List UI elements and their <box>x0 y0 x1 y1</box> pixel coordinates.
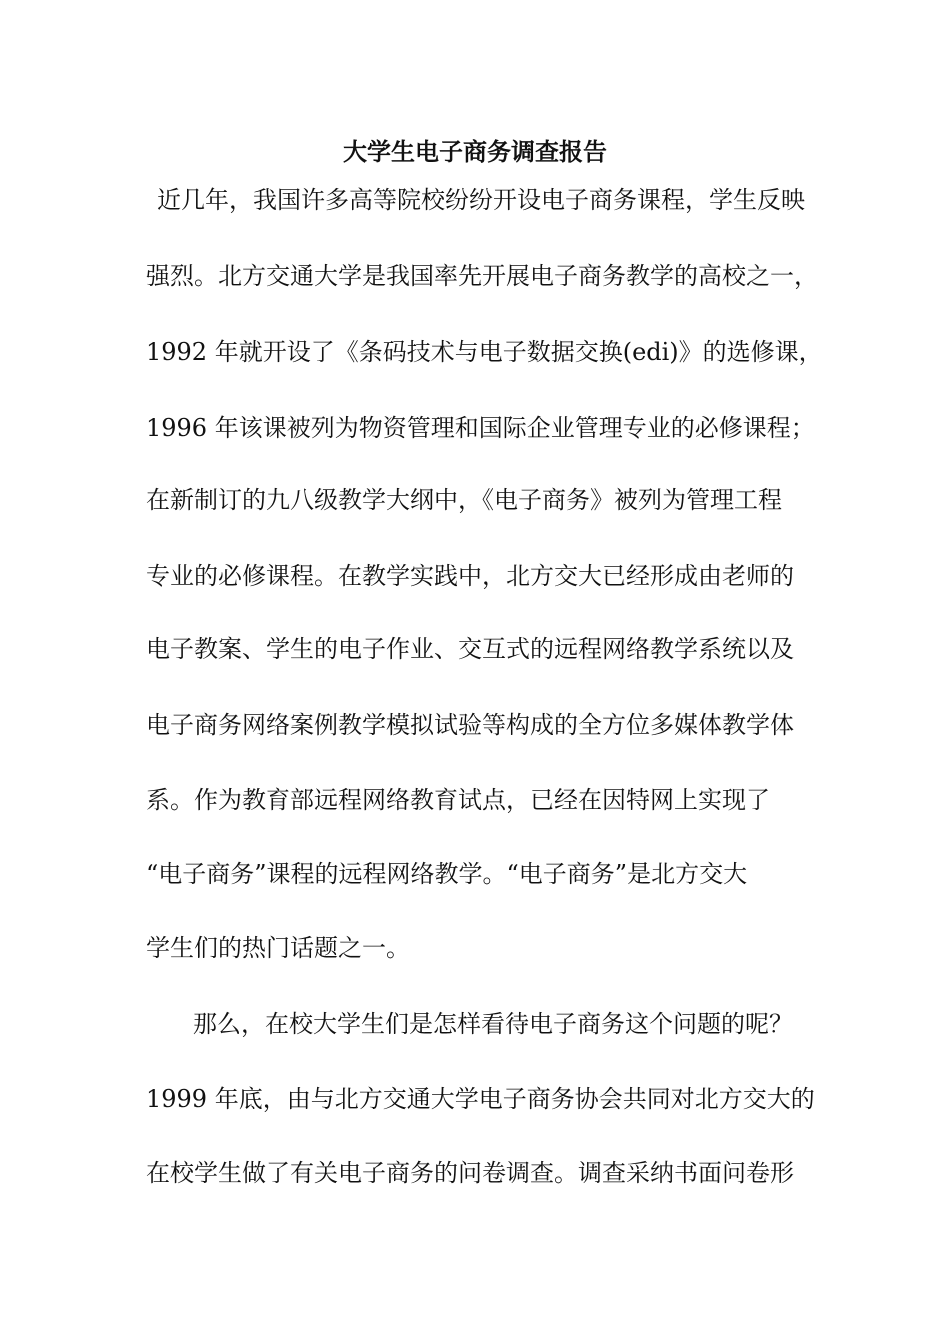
paragraph-line: 1992 年就开设了《条码技术与电子数据交换(edi)》的选修课， <box>146 338 823 366</box>
paragraph-line: 学生们的热门话题之一。 <box>146 934 410 962</box>
paragraph-line: 强烈。北方交通大学是我国率先开展电子商务教学的高校之一， <box>146 262 818 290</box>
paragraph-line: 在校学生做了有关电子商务的问卷调查。调查采纳书面问卷形 <box>146 1159 794 1187</box>
paragraph-line: 1999 年底，由与北方交通大学电子商务协会共同对北方交大的 <box>146 1085 815 1113</box>
paragraph-line: 系。作为教育部远程网络教育试点，已经在因特网上实现了 <box>146 786 770 814</box>
paragraph-line: 近几年，我国许多高等院校纷纷开设电子商务课程，学生反映 <box>157 186 805 214</box>
document-title: 大学生电子商务调查报告 <box>343 138 607 166</box>
paragraph-line: 那么，在校大学生们是怎样看待电子商务这个问题的呢？ <box>193 1010 793 1038</box>
paragraph-line: “电子商务”课程的远程网络教学。“电子商务”是北方交大 <box>146 860 748 888</box>
paragraph-line: 专业的必修课程。在教学实践中，北方交大已经形成由老师的 <box>146 562 794 590</box>
paragraph-line: 电子商务网络案例教学模拟试验等构成的全方位多媒体教学体 <box>146 711 794 739</box>
paragraph-line: 电子教案、学生的电子作业、交互式的远程网络教学系统以及 <box>146 635 794 663</box>
paragraph-line: 在新制订的九八级教学大纲中，《电子商务》被列为管理工程 <box>146 486 782 514</box>
paragraph-line: 1996 年该课被列为物资管理和国际企业管理专业的必修课程； <box>146 414 815 442</box>
